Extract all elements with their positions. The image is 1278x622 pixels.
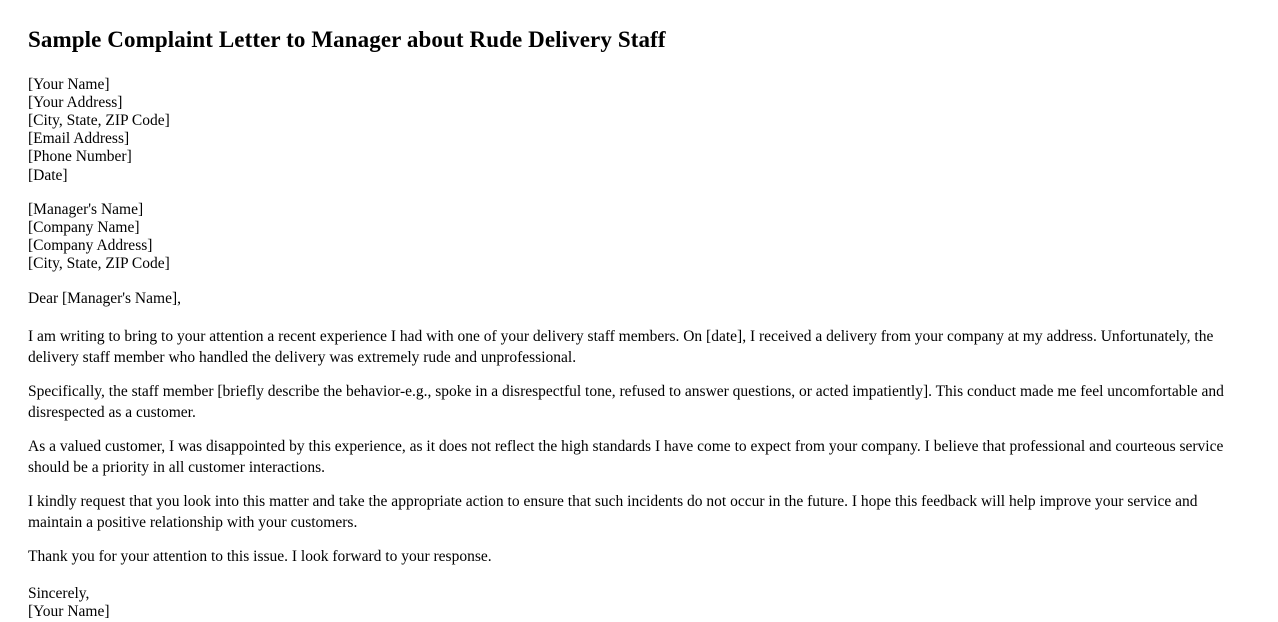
sender-line-phone: [Phone Number] xyxy=(28,148,132,166)
recipient-address-block xyxy=(28,201,1238,274)
body-paragraph-2: Specifically, the staff member [briefly describe the behavior-e.g., spoke in a disrespectful tone, refused to answer questions, or acted impatiently]. This conduct made me feel uncomfortable and disrespected as a customer. xyxy=(28,382,1224,422)
recipient-line-company-name: [Company Name] xyxy=(28,219,140,237)
body-paragraph-5: Thank you for your attention to this issue. I look forward to your response. xyxy=(28,547,492,565)
recipient-line-city-state-zip: [City, State, ZIP Code] xyxy=(28,255,170,273)
sender-line-date: [Date] xyxy=(28,166,68,184)
closing-signature-name: [Your Name] xyxy=(28,603,110,621)
body-paragraph-1: I am writing to bring to your attention a recent experience I had with one of your delivery staff members. On [date], I received a delivery from your company at my address. Unfortunately, the delivery staff member who handled the delivery was extremely rude and unprofessional. xyxy=(28,327,1214,367)
sender-line-city-state-zip: [City, State, ZIP Code] xyxy=(28,112,170,129)
closing-block xyxy=(28,585,1238,621)
closing-salutation: Sincerely, xyxy=(28,585,90,603)
sender-address-block xyxy=(28,76,1238,185)
body-paragraph-4: I kindly request that you look into this matter and take the appropriate action to ensure that such incidents do not occur in the future. I hope this feedback will help improve your service and maintain a positive relationship with your customers. xyxy=(28,492,1198,532)
recipient-line-manager-name: [Manager's Name] xyxy=(28,200,144,218)
sender-line-address: [Your Address] xyxy=(28,93,123,111)
page-title: Sample Complaint Letter to Manager about Rude Delivery Staff xyxy=(28,27,666,52)
sender-line-name: [Your Name] xyxy=(28,75,110,93)
salutation: Dear [Manager's Name], xyxy=(28,289,181,307)
sender-line-email: [Email Address] xyxy=(28,130,130,148)
body-paragraph-3: As a valued customer, I was disappointed by this experience, as it does not reflect the high standards I have come to expect from your company. I believe that professional and courteous service should be a priority in all customer interactions. xyxy=(28,437,1224,477)
recipient-line-company-address: [Company Address] xyxy=(28,237,153,255)
